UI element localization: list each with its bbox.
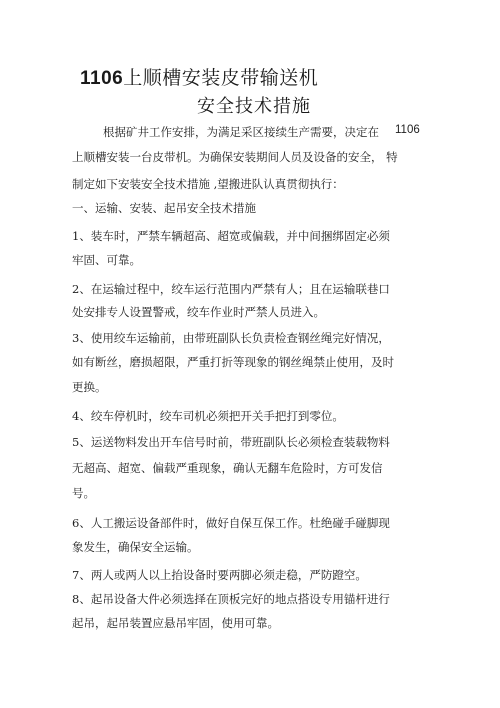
intro-line-1: 根据矿井工作安排，为满足采区接续生产需要，决定在 <box>103 125 379 139</box>
document-title-line1 <box>80 63 318 90</box>
item-3-line-2: 如有断丝，磨损超限，严重打折等现象的钢丝绳禁止使用，及时 <box>72 355 394 369</box>
item-8-line-1: 8、起吊设备大件必须选择在顶板完好的地点搭设专用锚杆进行 <box>72 592 390 606</box>
intro-number: 1106 <box>395 124 420 136</box>
item-7-line-1: 7、两人或两人以上抬设备时要两脚必须走稳，严防蹬空。 <box>72 568 367 582</box>
item-2-line-1: 2、在运输过程中，绞车运行范围内严禁有人；且在运输联巷口 <box>72 282 390 296</box>
item-5-line-2: 无超高、超宽、偏载严重现象，确认无翻车危险时，方可发信 <box>72 461 383 475</box>
item-3-line-1: 3、使用绞车运输前，由带班副队长负责检查钢丝绳完好情况， <box>72 331 390 345</box>
item-5-line-3: 号。 <box>72 486 95 500</box>
title-text: 上顺槽安装皮带输送机 <box>123 67 319 89</box>
item-1-line-2: 牢固、可靠。 <box>72 253 141 267</box>
intro-line-3: 制定如下安装安全技术措施 ,望搬进队认真贯彻执行： <box>72 177 344 191</box>
document-title-line2: 安全技术措施 <box>197 96 311 117</box>
section-heading: 一、运输、安装、起吊安全技术措施 <box>72 201 256 215</box>
item-2-line-2: 处安排专人设置警戒，绞车作业时严禁人员进入。 <box>72 305 325 319</box>
intro-line-2: 上顺槽安装一台皮带机。为确保安装期间人员及设备的安全， 特 <box>72 150 398 164</box>
item-8-line-2: 起吊，起吊装置应悬吊牢固，使用可靠。 <box>72 616 279 630</box>
title-number: 1106 <box>80 68 124 89</box>
item-1-line-1: 1、装车时，严禁车辆超高、超宽或偏载，并中间捆绑固定必须 <box>72 229 390 243</box>
item-5-line-1: 5、运送物料发出开车信号时前，带班副队长必须检查装载物料 <box>72 435 390 449</box>
item-3-line-3: 更换。 <box>72 380 107 394</box>
item-4-line-1: 4、绞车停机时，绞车司机必须把开关手把打到零位。 <box>72 409 344 423</box>
item-6-line-2: 象发生，确保安全运输。 <box>72 540 199 554</box>
item-6-line-1: 6、人工搬运设备部件时，做好自保互保工作。杜绝碰手碰脚现 <box>72 516 390 530</box>
